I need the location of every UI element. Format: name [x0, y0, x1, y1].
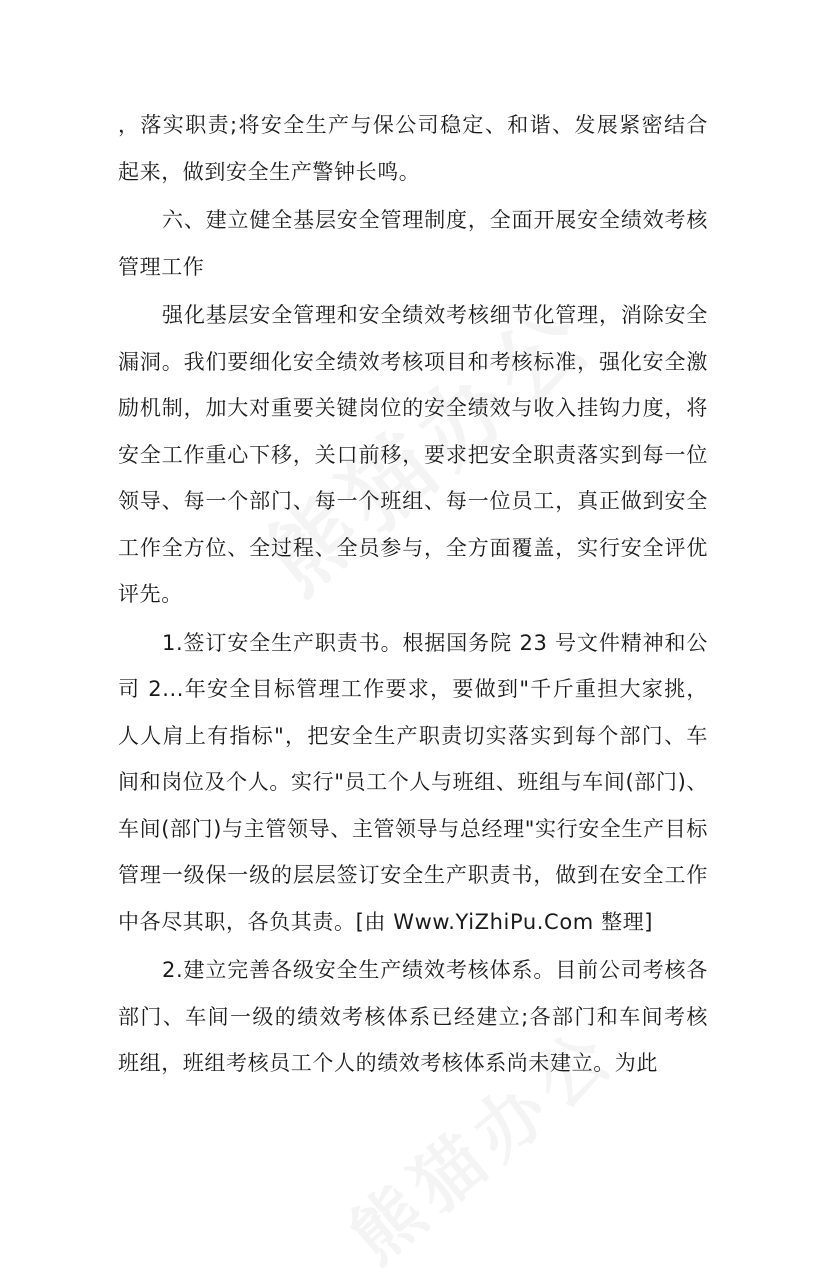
section-heading-6: 六、建立健全基层安全管理制度，全面开展安全绩效考核管理工作 — [118, 208, 708, 279]
paragraph-item-1: 1.签订安全生产职责书。根据国务院 23 号文件精神和公司 2...年安全目标管理工作要求，要做到"千斤重担大家挑，人人肩上有指标"，把安全生产职责切实落实到每个部门、车间和岗位及个人。实行"员工个人与班组、班组与车间(部门)、车间(部门)与主管领导、主管领导与总经理"实行安全生产目标管理一级保一级的层层签订安全生产职责书，做到在安全工作中各尽其职，各负其责。[由 Www.YiZhiPu.Com 整理] — [118, 630, 708, 934]
paragraph-item-2: 2.建立完善各级安全生产绩效考核体系。目前公司考核各部门、车间一级的绩效考核体系已经建立;各部门和车间考核班组，班组考核员工个人的绩效考核体系尚未建立。为此 — [118, 958, 708, 1075]
paragraph-3: 强化基层安全管理和安全绩效考核细节化管理，消除安全漏洞。我们要细化安全绩效考核项目和考核标准，强化安全激励机制，加大对重要关键岗位的安全绩效与收入挂钩力度，将安全工作重心下移，关口前移，要求把安全职责落实到每一位领导、每一个部门、每一个班组、每一位员工，真正做到安全工作全方位、全过程、全员参与，全方面覆盖，实行安全评优评先。 — [118, 303, 708, 606]
document-body — [118, 102, 708, 1089]
paragraph-1: ，落实职责;将安全生产与保公司稳定、和谐、发展紧密结合起来，做到安全生产警钟长鸣。 — [118, 113, 708, 184]
